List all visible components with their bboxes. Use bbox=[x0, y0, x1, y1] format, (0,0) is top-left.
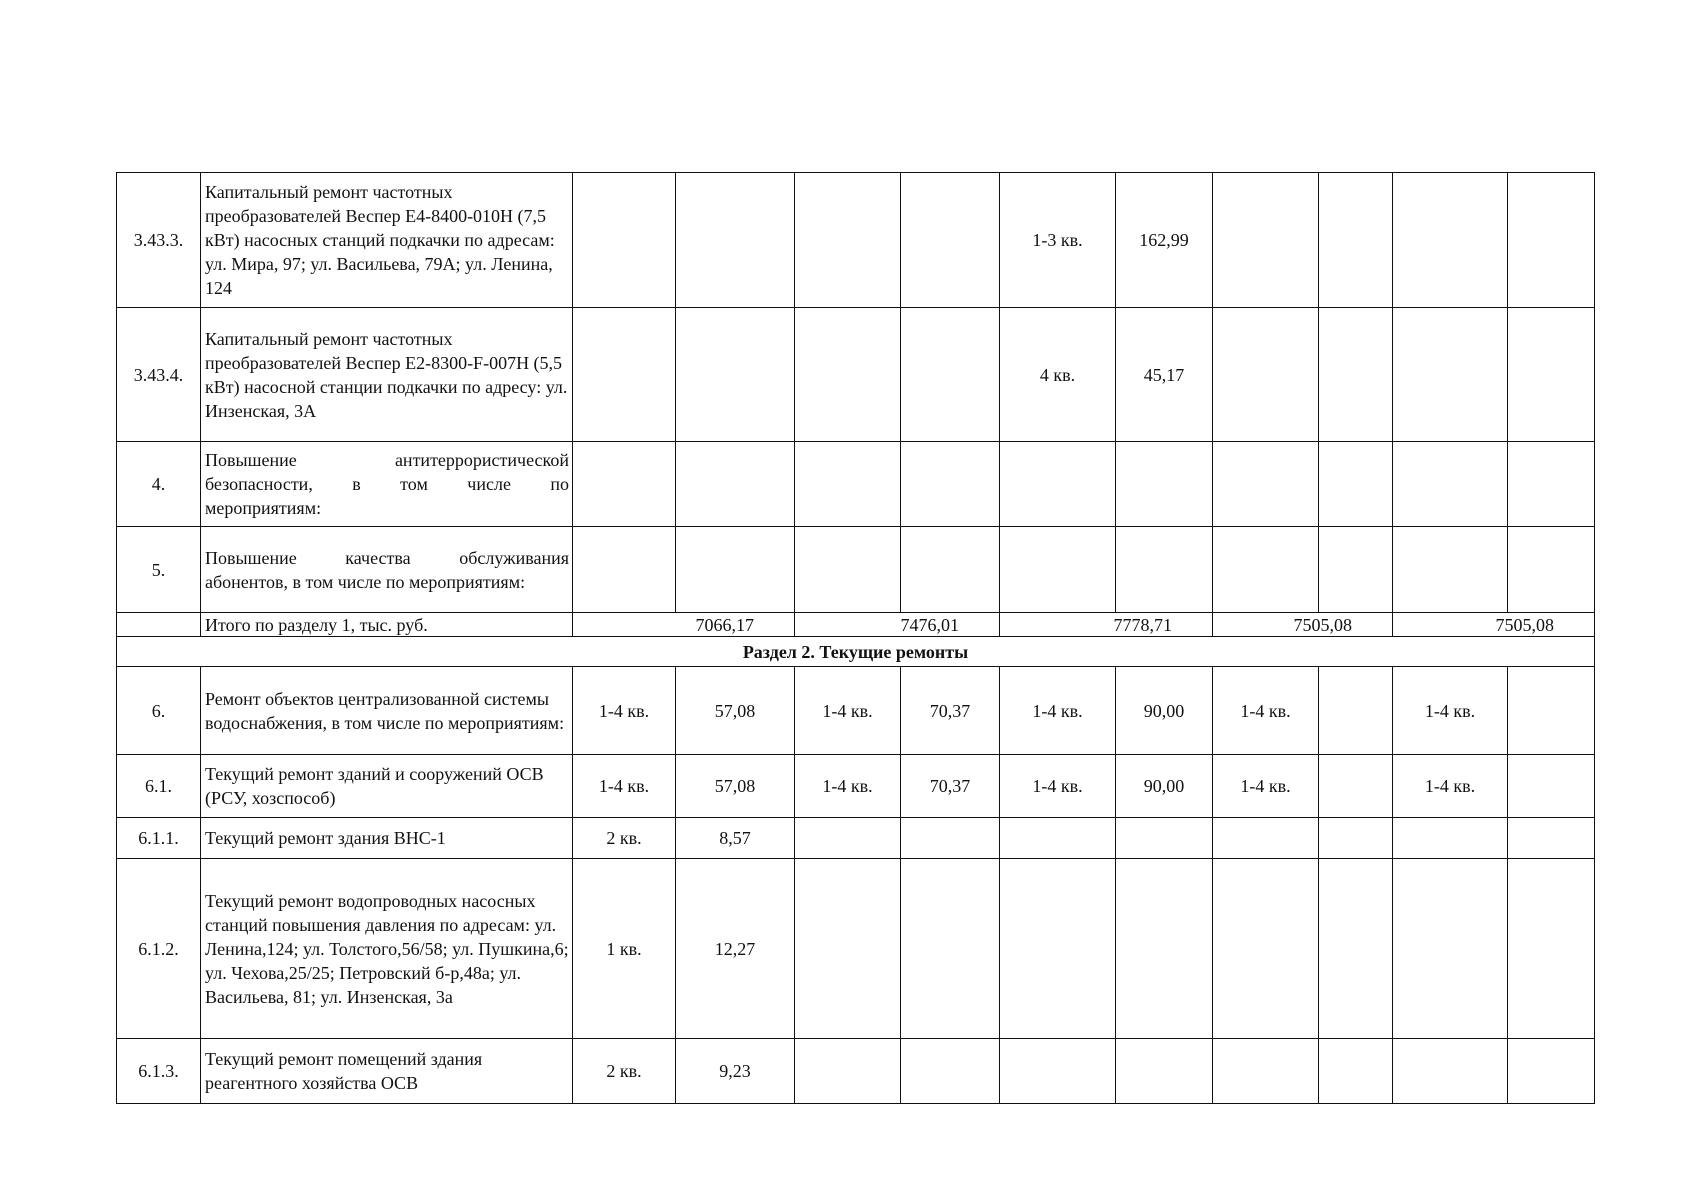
cell-amount-1: 57,08 bbox=[676, 755, 795, 818]
cell-period-5 bbox=[1393, 308, 1508, 442]
total-sum-1: 7066,17 bbox=[573, 613, 795, 637]
cell-period-2 bbox=[795, 818, 901, 859]
cell-period-3 bbox=[1000, 859, 1116, 1039]
cell-period-2 bbox=[795, 442, 901, 527]
cell-period-3 bbox=[1000, 1039, 1116, 1104]
section-2-title: Раздел 2. Текущие ремонты bbox=[117, 637, 1595, 667]
description-line: мероприятиям: bbox=[205, 498, 322, 518]
description-line: безопасности, в том числе по bbox=[205, 474, 569, 494]
table-row bbox=[117, 859, 1595, 1039]
table-row bbox=[117, 527, 1595, 613]
cell-period-3 bbox=[1000, 442, 1116, 527]
cell-amount-5 bbox=[1508, 527, 1595, 613]
cell-amount-4 bbox=[1319, 859, 1393, 1039]
description-line: абонентов, в том числе по мероприятиям: bbox=[205, 571, 526, 592]
cell-period-2 bbox=[795, 527, 901, 613]
row-number bbox=[117, 613, 201, 637]
cell-period-5 bbox=[1393, 1039, 1508, 1104]
cell-amount-4 bbox=[1319, 173, 1393, 308]
row-description: Капитальный ремонт частотных преобразователей Веспер Е4-8400-010Н (7,5 кВт) насосных станций подкачки по адресам: ул. Мира, 97; ул. Васильева, 79А; ул. Ленина, 124 bbox=[201, 173, 573, 308]
cell-period-5 bbox=[1393, 818, 1508, 859]
table-row bbox=[117, 818, 1595, 859]
cell-amount-5 bbox=[1508, 1039, 1595, 1104]
cell-amount-3 bbox=[1116, 442, 1213, 527]
row-number: 6.1.1. bbox=[117, 818, 201, 859]
row-number: 6.1.2. bbox=[117, 859, 201, 1039]
row-description: Текущий ремонт зданий и сооружений ОСВ (РСУ, хозспособ) bbox=[201, 755, 573, 818]
table-row bbox=[117, 1039, 1595, 1104]
cell-amount-3: 162,99 bbox=[1116, 173, 1213, 308]
cell-amount-2: 70,37 bbox=[901, 755, 1000, 818]
cell-period-4 bbox=[1213, 173, 1319, 308]
cell-amount-4 bbox=[1319, 527, 1393, 613]
cell-amount-3: 90,00 bbox=[1116, 755, 1213, 818]
cell-period-4 bbox=[1213, 818, 1319, 859]
cell-period-1 bbox=[573, 173, 676, 308]
cell-period-1: 1 кв. bbox=[573, 859, 676, 1039]
cell-period-4 bbox=[1213, 527, 1319, 613]
total-label: Итого по разделу 1, тыс. руб. bbox=[201, 613, 573, 637]
cell-period-3 bbox=[1000, 527, 1116, 613]
cell-amount-4 bbox=[1319, 308, 1393, 442]
cell-amount-2 bbox=[901, 442, 1000, 527]
cell-period-4 bbox=[1213, 308, 1319, 442]
cell-period-3: 4 кв. bbox=[1000, 308, 1116, 442]
row-description bbox=[201, 527, 573, 613]
row-description bbox=[201, 442, 573, 527]
repair-plan-table bbox=[116, 172, 1595, 1104]
cell-amount-4 bbox=[1319, 667, 1393, 755]
row-description: Текущий ремонт водопроводных насосных станций повышения давления по адресам: ул. Ленина,124; ул. Толстого,56/58; ул. Пушкина,6; ул. Чехова,25/25; Петровский б-р,48а; ул. Васильева, 81; ул. Инзенская, 3а bbox=[201, 859, 573, 1039]
cell-amount-5 bbox=[1508, 667, 1595, 755]
cell-period-4 bbox=[1213, 1039, 1319, 1104]
row-number: 6.1.3. bbox=[117, 1039, 201, 1104]
section-1-total-row bbox=[117, 613, 1595, 637]
cell-period-1: 1-4 кв. bbox=[573, 755, 676, 818]
row-number: 4. bbox=[117, 442, 201, 527]
cell-amount-5 bbox=[1508, 859, 1595, 1039]
cell-amount-2 bbox=[901, 308, 1000, 442]
cell-amount-2 bbox=[901, 173, 1000, 308]
cell-amount-1 bbox=[676, 442, 795, 527]
total-sum-2: 7476,01 bbox=[795, 613, 1000, 637]
cell-period-2: 1-4 кв. bbox=[795, 755, 901, 818]
cell-period-2: 1-4 кв. bbox=[795, 667, 901, 755]
cell-period-2 bbox=[795, 173, 901, 308]
row-description: Ремонт объектов централизованной системы водоснабжения, в том числе по мероприятиям: bbox=[201, 667, 573, 755]
cell-amount-1: 57,08 bbox=[676, 667, 795, 755]
total-sum-4: 7505,08 bbox=[1213, 613, 1393, 637]
section-2-header-row bbox=[117, 637, 1595, 667]
cell-amount-1 bbox=[676, 308, 795, 442]
table-row bbox=[117, 442, 1595, 527]
cell-period-3: 1-4 кв. bbox=[1000, 755, 1116, 818]
table-row bbox=[117, 173, 1595, 308]
cell-amount-3: 45,17 bbox=[1116, 308, 1213, 442]
cell-period-1 bbox=[573, 442, 676, 527]
table-row bbox=[117, 667, 1595, 755]
cell-amount-2 bbox=[901, 527, 1000, 613]
description-line: Повышение качества обслуживания bbox=[205, 547, 569, 568]
cell-period-5 bbox=[1393, 442, 1508, 527]
cell-period-4: 1-4 кв. bbox=[1213, 755, 1319, 818]
row-number: 6. bbox=[117, 667, 201, 755]
table-row bbox=[117, 308, 1595, 442]
cell-amount-3: 90,00 bbox=[1116, 667, 1213, 755]
cell-amount-5 bbox=[1508, 308, 1595, 442]
cell-amount-5 bbox=[1508, 755, 1595, 818]
cell-period-5 bbox=[1393, 173, 1508, 308]
cell-amount-5 bbox=[1508, 442, 1595, 527]
cell-amount-2 bbox=[901, 859, 1000, 1039]
cell-period-2 bbox=[795, 1039, 901, 1104]
total-sum-5: 7505,08 bbox=[1393, 613, 1595, 637]
cell-amount-3 bbox=[1116, 818, 1213, 859]
cell-period-1 bbox=[573, 308, 676, 442]
cell-period-2 bbox=[795, 308, 901, 442]
row-description: Капитальный ремонт частотных преобразователей Веспер Е2-8300-F-007Н (5,5 кВт) насосной станции подкачки по адресу: ул. Инзенская, 3А bbox=[201, 308, 573, 442]
cell-amount-5 bbox=[1508, 818, 1595, 859]
cell-period-3: 1-4 кв. bbox=[1000, 667, 1116, 755]
section-1-body bbox=[117, 173, 1595, 1104]
row-description: Текущий ремонт помещений здания реагентного хозяйства ОСВ bbox=[201, 1039, 573, 1104]
cell-amount-1 bbox=[676, 173, 795, 308]
cell-period-1: 2 кв. bbox=[573, 1039, 676, 1104]
cell-period-4: 1-4 кв. bbox=[1213, 667, 1319, 755]
row-number: 6.1. bbox=[117, 755, 201, 818]
cell-amount-2 bbox=[901, 1039, 1000, 1104]
cell-amount-4 bbox=[1319, 1039, 1393, 1104]
cell-period-5: 1-4 кв. bbox=[1393, 667, 1508, 755]
cell-amount-1: 8,57 bbox=[676, 818, 795, 859]
cell-amount-3 bbox=[1116, 527, 1213, 613]
cell-amount-3 bbox=[1116, 859, 1213, 1039]
cell-period-5 bbox=[1393, 527, 1508, 613]
total-sum-3: 7778,71 bbox=[1000, 613, 1213, 637]
cell-period-3 bbox=[1000, 818, 1116, 859]
cell-period-1: 2 кв. bbox=[573, 818, 676, 859]
cell-period-5 bbox=[1393, 859, 1508, 1039]
cell-period-5: 1-4 кв. bbox=[1393, 755, 1508, 818]
cell-amount-2 bbox=[901, 818, 1000, 859]
cell-amount-1 bbox=[676, 527, 795, 613]
row-description: Текущий ремонт здания ВНС-1 bbox=[201, 818, 573, 859]
cell-period-3: 1-3 кв. bbox=[1000, 173, 1116, 308]
table-row bbox=[117, 755, 1595, 818]
row-number: 3.43.4. bbox=[117, 308, 201, 442]
row-number: 5. bbox=[117, 527, 201, 613]
cell-amount-4 bbox=[1319, 755, 1393, 818]
cell-amount-4 bbox=[1319, 818, 1393, 859]
row-number: 3.43.3. bbox=[117, 173, 201, 308]
cell-amount-2: 70,37 bbox=[901, 667, 1000, 755]
cell-amount-3 bbox=[1116, 1039, 1213, 1104]
cell-amount-1: 12,27 bbox=[676, 859, 795, 1039]
cell-period-4 bbox=[1213, 442, 1319, 527]
cell-amount-5 bbox=[1508, 173, 1595, 308]
cell-period-1: 1-4 кв. bbox=[573, 667, 676, 755]
cell-period-2 bbox=[795, 859, 901, 1039]
description-line: Повышение антитеррористической bbox=[205, 450, 569, 470]
cell-period-4 bbox=[1213, 859, 1319, 1039]
cell-amount-1: 9,23 bbox=[676, 1039, 795, 1104]
cell-period-1 bbox=[573, 527, 676, 613]
cell-amount-4 bbox=[1319, 442, 1393, 527]
